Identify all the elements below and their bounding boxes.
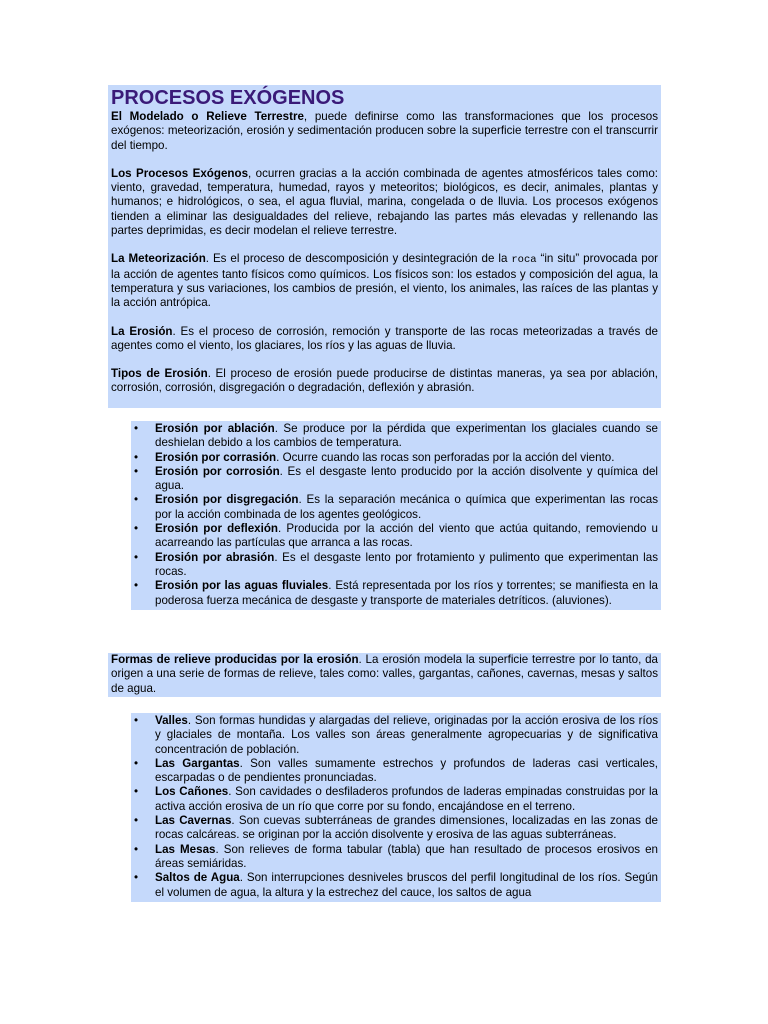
bullet-icon (134, 814, 144, 828)
list-item-text: . Se produce por la pérdida que experimentan los glaciales cuando se deshielan debido a los cambios de temperatura. (155, 422, 659, 450)
bullet-icon (134, 451, 144, 465)
list-item (131, 422, 658, 451)
list-item (131, 814, 658, 843)
list-item-term: Erosión por deflexión (155, 522, 278, 536)
list-item (131, 785, 658, 814)
list-item-term: Las Gargantas (155, 756, 240, 770)
list-item (131, 714, 658, 757)
list-item (131, 871, 658, 900)
list-item (131, 451, 658, 465)
term-meteorizacion: La Meteorización (111, 252, 206, 266)
relief-forms-list (131, 713, 661, 902)
list-item-text: . Es el desgaste lento producido por la acción disolvente y química del agua. (155, 464, 658, 493)
list-item-term: Las Mesas (155, 842, 216, 856)
text-meteorizacion-b: “in situ” provocada por la acción de agentes tanto físicos como químicos. Los físicos son: los estados y composición del agua, la temperatura y sus variaciones, los cambios de presión, el viento, los animales, las raíces de las plantas y la acción antrópica. (111, 252, 658, 310)
erosion-types-list (131, 421, 661, 610)
paragraph-procesos (111, 167, 658, 238)
bullet-icon (134, 579, 144, 593)
bullet-icon (134, 493, 144, 507)
list-item (131, 493, 658, 522)
roca-link[interactable]: roca (511, 254, 537, 267)
forms-intro (108, 653, 661, 697)
bullet-icon (134, 871, 144, 885)
text-tipos: . El proceso de erosión puede producirse de distintas maneras, ya sea por ablación, corrosión, corrosión, disgregación o degradación, deflexión y abrasión. (111, 367, 658, 395)
text-modelado: , puede definirse como las transformaciones que los procesos exógenos: meteorización, erosión y sedimentación producen sobre la superficie terrestre con el transcurrir del tiempo. (111, 110, 658, 152)
list-item-term: Erosión por corrasión (155, 450, 277, 464)
list-item-text: . Son cuevas subterráneas de grandes dimensiones, localizadas en las zonas de rocas calcáreas. se originan por la acción disolvente y erosiva de las aguas subterráneas. (155, 814, 659, 842)
term-erosion: La Erosión (111, 324, 173, 338)
list-item-text: . Son formas hundidas y alargadas del relieve, originadas por la acción erosiva de los ríos y glaciales de montaña. Los valles son áreas generalmente agropecuarias y de significativa concentración de población. (155, 714, 658, 756)
list-item-text: . Son cavidades o desfiladeros profundos de laderas empinadas construidas por la activa acción erosiva de un río que corre por su fondo, encajándose en el terreno. (155, 785, 659, 813)
term-modelado: El Modelado o Relieve Terrestre (111, 110, 304, 123)
list-item-term: Los Cañones (155, 785, 229, 799)
list-item (131, 522, 658, 551)
list-item-term: Erosión por abrasión (155, 550, 275, 564)
list-item-text: . Producida por la acción del viento que actúa quitando, removiendo u acarreando las partículas que arranca a las rocas. (155, 522, 659, 550)
bullet-icon (134, 522, 144, 536)
paragraph-erosion (111, 325, 658, 354)
bullet-icon (134, 714, 144, 728)
list-item (131, 465, 658, 494)
text-procesos: , ocurren gracias a la acción combinada de agentes atmosféricos tales como: viento, gravedad, temperatura, humedad, rayos y meteoritos; biológicos, es decir, animales, plantas y humanos; e hidrológicos, o sea, el agua fluvial, marina, congelada o de lluvia. Los procesos exógenos tienden a eliminar las desigualdades del relieve, rebajando las partes más elevadas y rellenando las partes deprimidas, es decir modelan el relieve terrestre. (111, 166, 658, 238)
text-formas: . La erosión modela la superficie terrestre por lo tanto, da origen a una serie de formas de relieve, tales como: valles, gargantas, cañones, cavernas, mesas y saltos de agua. (111, 653, 658, 695)
list-item-term: Erosión por ablación (155, 422, 275, 435)
list-item-text: . Está representada por los ríos y torrentes; se manifiesta en la poderosa fuerza mecánica de desgaste y transporte de materiales detríticos. (aluviones). (155, 579, 658, 607)
text-meteorizacion-a: . Es el proceso de descomposición y desintegración de la (205, 252, 512, 266)
intro-section (108, 85, 661, 408)
bullet-icon (134, 843, 144, 857)
list-item-text: . Ocurre cuando las rocas son perforadas por la acción del viento. (276, 450, 615, 464)
term-procesos: Los Procesos Exógenos (111, 166, 249, 180)
list-item-term: Erosión por disgregación (155, 493, 299, 507)
list-item-text: . Son valles sumamente estrechos y profundos de laderas casi verticales, escarpadas o de pendientes pronunciadas. (155, 756, 658, 785)
bullet-icon (134, 465, 144, 479)
bullet-icon (134, 551, 144, 565)
list-item (131, 579, 658, 608)
list-item-term: Erosión por las aguas fluviales (155, 579, 329, 593)
list-item-term: Valles (155, 714, 188, 727)
paragraph-meteorizacion (111, 252, 658, 310)
bullet-icon (134, 757, 144, 771)
list-item-term: Las Cavernas (155, 814, 232, 828)
text-erosion: . Es el proceso de corrosión, remoción y transporte de las rocas meteorizadas a través de agentes como el viento, los glaciares, los ríos y las aguas de lluvia. (111, 324, 658, 352)
list-item (131, 757, 658, 786)
page-title: PROCESOS EXÓGENOS (111, 87, 345, 109)
list-item-term: Saltos de Agua (155, 871, 240, 885)
term-tipos: Tipos de Erosión (111, 367, 208, 381)
bullet-icon (134, 785, 144, 799)
list-item-text: . Son interrupciones desniveles bruscos del perfil longitudinal de los ríos. Según el volumen de agua, la altura y la estrechez del cauce, los saltos de agua (155, 871, 658, 899)
paragraph-tipos (111, 367, 658, 402)
list-item (131, 551, 658, 580)
list-item-text: . Son relieves de forma tabular (tabla) que han resultado de procesos erosivos en áreas semiáridas. (155, 842, 658, 870)
bullet-icon (134, 422, 144, 436)
paragraph-modelado (111, 110, 658, 153)
list-item (131, 843, 658, 872)
paragraph-formas (111, 653, 658, 696)
list-item-term: Erosión por corrosión (155, 464, 280, 478)
term-formas: Formas de relieve producidas por la erosión (111, 653, 359, 666)
list-item-text: . Es la separación mecánica o química que experimentan las rocas por la acción combinada de los agentes geológicos. (155, 493, 658, 521)
list-item-text: . Es el desgaste lento por frotamiento y pulimento que experimentan las rocas. (155, 550, 658, 578)
